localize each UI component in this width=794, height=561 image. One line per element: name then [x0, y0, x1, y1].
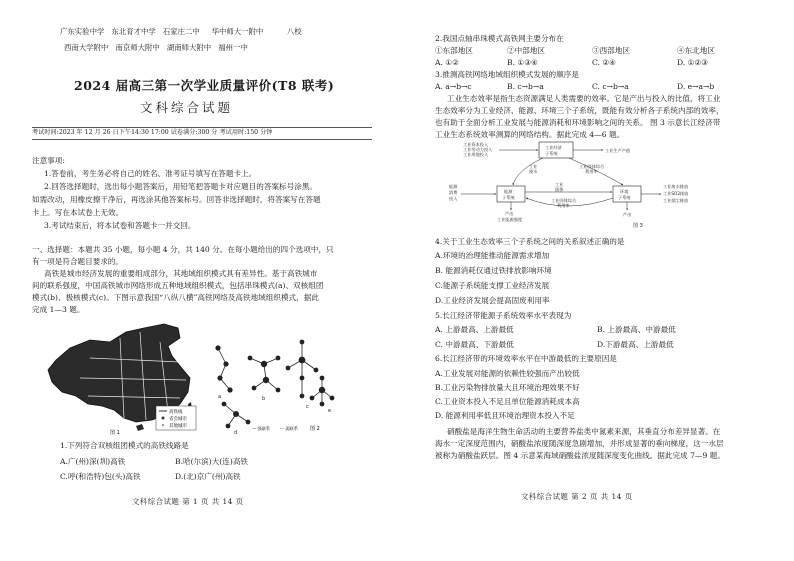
school: 湖南师大附中	[166, 43, 212, 52]
output-label: 工业废水排放	[663, 184, 689, 189]
intro-line: 高铁是城市经济发展的重要组成部分，其地域组织模式具有差异性。基于高铁城市	[44, 269, 318, 278]
panel-label: b	[262, 396, 266, 402]
q1-option-a: A.广(州)深(圳)高铁	[60, 457, 126, 466]
intro2-line: 工业生态效率是指生态资源满足人类需要的效率。它是产出与投入的比值，将工业	[447, 94, 721, 103]
intro2-line: 生态效率分为工业经济、能源、环境三个子系统，既能有效分析各子系统内部的效率，	[435, 106, 724, 115]
question-4: 4.关于工业生态效率三个子系统之间的关系叙述正确的是	[435, 237, 625, 246]
environment-label: 子系统	[618, 195, 631, 200]
output-label: 工业SO2排放	[663, 191, 689, 196]
output-label: 工业烟尘排放	[663, 198, 689, 203]
question-2: 2.我国点轴串珠模式高铁网主要分布在	[435, 34, 564, 43]
energy-label: 子系统	[502, 195, 515, 200]
environment-label: 环境	[620, 189, 629, 194]
economy-label: 工业经济	[545, 145, 562, 150]
intro2-line: 也有助于全面分析工业发展与能源消耗和环境影响之间的关系。 图 3 示意长江经济带	[435, 118, 721, 127]
output-label: 工业生产产值	[605, 148, 631, 153]
legend-capital: 省会城市	[169, 417, 187, 422]
output-label: 产出	[623, 212, 632, 217]
schools-line-1	[60, 24, 302, 39]
question-3: 3.推测高铁网络地域组织模式发展的顺序是	[435, 70, 579, 79]
q3-option-d: D. e→a→b	[677, 82, 715, 91]
panel-label: c	[306, 404, 309, 410]
legend-strong: — 强联系	[252, 426, 271, 431]
q5-option-b: B. 上游最高、中游最低	[597, 325, 676, 334]
legend-other: 其他城市	[169, 424, 187, 429]
input-label: 工业资本投入	[463, 142, 489, 147]
flow-label: 工业固体综合	[551, 198, 577, 203]
school: 石家庄二中	[162, 27, 200, 36]
q5-option-c: C. 中游最高、下游最低	[435, 340, 514, 349]
note-line: 1.答卷前，考生务必将自己的姓名、准考证号填写在答题卡上。	[44, 169, 257, 178]
q5-option-d: D.下游最高、上游最低	[597, 340, 674, 349]
fig1-label: 图 1	[110, 430, 120, 436]
school: 福州一中	[218, 43, 248, 52]
q2-option-a: A. ①②	[435, 58, 459, 67]
q3-option-b: B. c→b→a	[507, 82, 544, 91]
network-diagrams	[216, 340, 334, 428]
input-label: 工业劳动力投入	[463, 147, 493, 152]
legend-rail: 高铁线	[169, 410, 183, 415]
page-footer: 文科综合试题 第 2 页 共 14 页	[521, 492, 633, 501]
q4-option-d: D.工业经济发展会提高固废利用率	[435, 296, 550, 305]
note-line: 2.回答选择题时，选出每小题答案后，用铅笔把答题卡对应题目的答案标号涂黑。	[44, 182, 318, 191]
page-footer: 文科综合试题 第 1 页 共 14 页	[132, 497, 244, 506]
economy-label: 子系统	[545, 151, 558, 156]
input-label: 消费	[449, 190, 458, 195]
input-label: 投入	[449, 196, 458, 201]
intro-line: 间的联系强度，中国高铁城市网络形成五种地域组织模式，包括串珠模式(a)、双核组团	[32, 281, 324, 290]
panel-label: d	[234, 430, 238, 436]
question-6: 6.长江经济带的环境效率水平在中游最低的主要原因是	[435, 354, 617, 363]
fig3-label: 图 3	[633, 223, 643, 229]
section-heading: 一、选择题：本题共 35 小题，每小题 4 分，共 140 分。在每小题给出的四个选项中，只	[32, 245, 334, 254]
flow-label: 利用率	[585, 169, 598, 174]
q2-region-2: ②中部地区	[507, 46, 545, 55]
q2-option-c: C. ②④	[592, 58, 616, 67]
question-1: 1.下列符合双核组团模式的高铁线路是	[60, 441, 189, 450]
exam-title: 2024 届高三第一次学业质量评价(T8 联考)	[74, 78, 335, 93]
hainan-island	[136, 424, 144, 431]
flow-label: 工业固体综合	[579, 164, 605, 169]
school: 华中师大一附中	[211, 27, 264, 36]
divider	[32, 139, 372, 140]
q2-option-d: D. ①②③	[677, 58, 709, 67]
q6-option-b: B.工业污染物排放量大且环境治理效果不好	[435, 383, 580, 392]
school: 南京师大附中	[115, 43, 160, 52]
fig2-label: 图 2	[310, 426, 320, 432]
q6-option-d: D. 能源利用率低且环境治理资本投入不足	[435, 411, 575, 420]
note-line: 卡上。写在本试卷上无效。	[32, 208, 124, 217]
q6-option-c: C.工业资本投入不足且单位能源消耗成本高	[435, 397, 580, 406]
q3-option-a: A. a→b→c	[435, 82, 472, 91]
hsr-figure	[40, 318, 340, 436]
q4-option-b: B. 能源消耗仅通过铁排放影响环境	[435, 266, 552, 275]
exam-info: 考试时间:2023 年 12 月 26 日下午14:30 17:00 试卷满分:300 分 考试用时:150 分钟	[32, 129, 273, 136]
school: 东北育才中学	[111, 27, 156, 36]
q2-region-3: ③西部地区	[592, 46, 630, 55]
flow-label: 工业	[529, 164, 538, 169]
school: 八校	[286, 27, 302, 36]
page-2	[397, 0, 794, 561]
input-label: 能源	[449, 184, 458, 189]
q3-option-c: C. c→b→a	[592, 82, 629, 91]
notes-header: 注意事项:	[32, 156, 65, 165]
legend-weak: ··· 弱联系	[280, 426, 298, 431]
school: 广东实验中学	[60, 27, 105, 36]
q6-option-a: A.工业发展对能源的依赖性较强而产出较低	[435, 369, 580, 378]
panel-label: e	[328, 408, 332, 414]
output-label: 产出	[505, 211, 514, 216]
question-5: 5.长江经济带能源子系统效率水平表现为	[435, 311, 572, 320]
note-line: 如需改动，用橡皮擦干净后，再选涂其他答案标号。回答非选择题时，将答案写在答题	[32, 195, 321, 204]
energy-label: 能源	[504, 189, 513, 194]
intro3-line: 被称为硝酸盐跃层。图 4 示意某海域硝酸盐浓度随深度变化曲线。据此完成 7—9 题。	[435, 451, 725, 460]
q4-option-c: C.能源子系统能支撑工业经济发展	[435, 281, 550, 290]
q2-option-b: B. ①③④	[507, 58, 538, 67]
note-line: 3.考试结束后，将本试卷和答题卡一并交回。	[44, 221, 196, 230]
output-label: 工业能源强度	[497, 217, 523, 222]
flow-label: 利用率	[557, 203, 570, 208]
intro3-line: 硝酸盐是海洋生物生命活动的主要营养盐类中氮素来源，其垂直分布差异显著。在	[447, 427, 721, 436]
q1-option-c: C.呼(和浩特)包(头)高铁	[60, 472, 141, 481]
q2-region-4: ④东北地区	[677, 46, 715, 55]
q1-option-d: D.(北)京广(州)高铁	[175, 472, 241, 481]
intro2-line: 工业生态系统效率测算的网络结构。据此完成 4—6 题。	[435, 130, 625, 139]
q5-option-a: A. 上游最高、上游最低	[435, 325, 514, 334]
ecosystem-diagram	[447, 140, 707, 230]
intro3-line: 海水一定深度范围内，硝酸盐浓度随深度急剧增加，并形成显著的垂向梯度，这一水层	[435, 439, 724, 448]
flow-label: 工业	[555, 182, 564, 187]
q1-option-b: B.哈(尔滨)大(连)高铁	[175, 457, 248, 466]
intro-line: 完成 1—3 题。	[32, 305, 85, 314]
intro-line: 模式(b)、极核模式(c)。下图示意我国“八纵八横”高铁网络及高铁地域组织模式，据此	[32, 293, 319, 302]
section-heading-cont: 有一项是符合题目要求的。	[32, 257, 124, 266]
panel-label: a	[218, 394, 222, 400]
school: 西南大学附中	[64, 43, 109, 52]
exam-subtitle: 文科综合试题	[140, 100, 234, 115]
flow-label: 固体	[555, 187, 564, 192]
divider	[32, 127, 372, 128]
q4-option-a: A.环境的治理能推动能源需求增加	[435, 251, 550, 260]
q2-region-1: ①东部地区	[435, 46, 473, 55]
input-label: 工业用地投入	[463, 152, 489, 157]
schools-line-2	[64, 40, 248, 55]
flow-label: 废水	[529, 169, 538, 174]
